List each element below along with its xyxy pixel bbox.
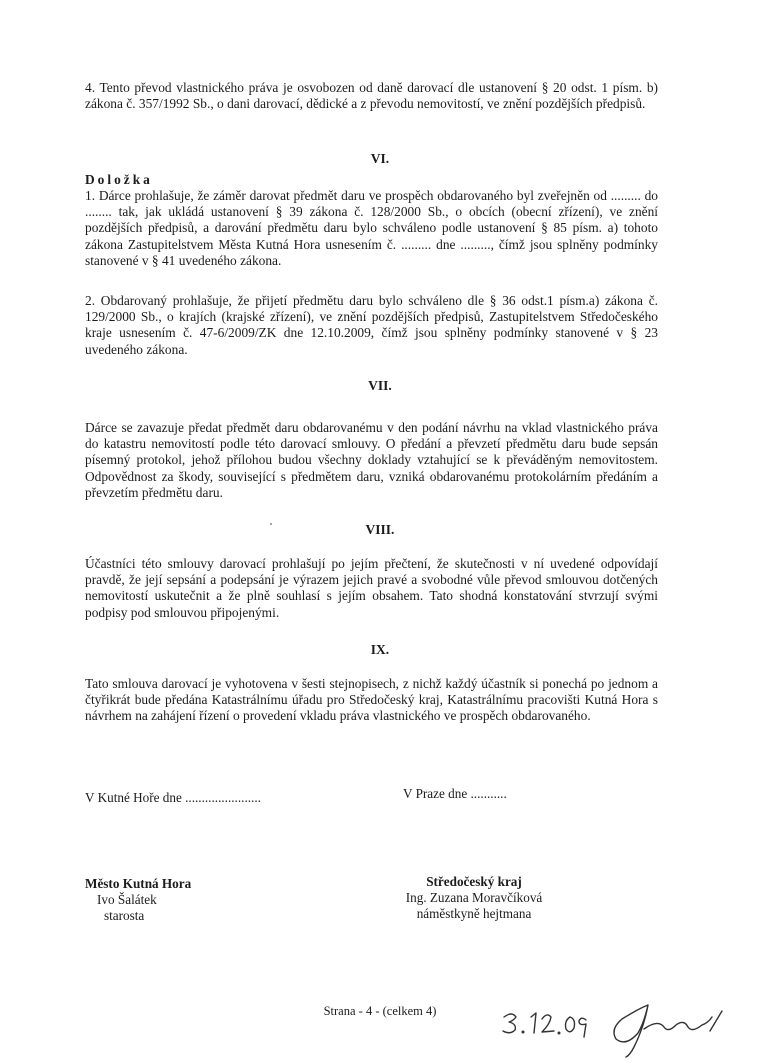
handwritten-date-and-initials: [498, 995, 730, 1061]
section-viii-paragraph: Účastníci této smlouvy darovací prohlašují po jejím přečtení, že skutečnosti v ní uvedené odpovídají pravdě, že její sepsání a podepsání je výrazem jejich pravé a svobodné vůle převod smlouvou dotčených nemovitostí uskutečnit a že plně souhlasí s jejím obsahem. Tato shodná konstatování stvrzují svými podpisy pod smlouvou připojenými.: [85, 556, 658, 620]
section-viii-heading: VIII.: [365, 522, 395, 537]
signature-block-right: [398, 874, 550, 922]
section-vii-heading: VII.: [368, 378, 392, 393]
signatory-role-left: starosta: [104, 908, 145, 923]
signatory-org-right: Středočeský kraj: [426, 874, 522, 889]
section-ix-heading: IX.: [370, 642, 390, 657]
signature-block-left: [85, 876, 191, 924]
place-date-left: V Kutné Hoře dne .......................: [85, 790, 261, 805]
section-vi-title: [85, 172, 658, 188]
scan-speck: [270, 523, 272, 525]
section-vi-heading: VI.: [370, 151, 390, 166]
paragraph-4: 4. Tento převod vlastnického práva je osvobozen od daně darovací dle ustanovení § 20 odst. 1 písm. b) zákona č. 357/1992 Sb., o dani darovací, dědické a z převodu nemovitostí, ve znění pozdějších předpisů.: [85, 80, 658, 112]
signatory-name-right: Ing. Zuzana Moravčíková: [405, 890, 543, 905]
signatory-name-left: Ivo Šalátek: [97, 892, 157, 907]
signatory-org-left: Město Kutná Hora: [85, 876, 192, 891]
section-vi-paragraph-1: 1. Dárce prohlašuje, že záměr darovat předmět daru ve prospěch obdarovaného byl zveřejněn od ......... do ........ tak, jak ukládá ustanovení § 39 zákona č. 128/2000 Sb., o obcích (obecní zřízení), ve znění pozdějších předpisů, a darování předmětu daru bylo schváleno podle ustanovení § 85 písm. a) tohoto zákona Zastupitelstvem Města Kutná Hora usnesením č. ......... dne ........., čímž jsou splněny podmínky stanovené v § 41 uvedeného zákona.: [85, 188, 658, 268]
section-vi-paragraph-2: 2. Obdarovaný prohlašuje, že přijetí předmětu daru bylo schváleno dle § 36 odst.1 písm.a) zákona č. 129/2000 Sb., o krajích (krajské zřízení), ve znění pozdějších předpisů, Zastupitelstvem Středočeského kraje usnesením č. 47-6/2009/ZK dne 12.10.2009, čímž jsou splněny podmínky stanovené v § 23 uvedeného zákona.: [85, 293, 658, 357]
section-ix-paragraph: Tato smlouva darovací je vyhotovena v šesti stejnopisech, z nichž každý účastník si ponechá po jednom a čtyřikrát bude předána Katastrálnímu úřadu pro Středočeský kraj, Katastrálnímu pracovišti Kutná Hora s návrhem na zahájení řízení o provedení vkladu práva vlastnického ve prospěch obdarovaného.: [85, 676, 658, 724]
section-vii-paragraph: Dárce se zavazuje předat předmět daru obdarovanému v den podání návrhu na vklad vlastnického práva do katastru nemovitostí podle této darovací smlouvy. O předání a převzetí předmětu daru bude sepsán písemný protokol, jehož přílohou budou všechny doklady vztahující se k převáděným nemovitostem. Odpovědnost za škody, související s předmětem daru, vzniká obdarovanému protokolárním předáním a převzetím předmětu daru.: [85, 420, 658, 500]
dolozka-title: Doložka: [85, 172, 153, 187]
page-footer: Strana - 4 - (celkem 4): [323, 1004, 437, 1018]
signatory-role-right: náměstkyně hejtmana: [416, 906, 532, 921]
place-date-right: V Praze dne ...........: [403, 786, 507, 801]
